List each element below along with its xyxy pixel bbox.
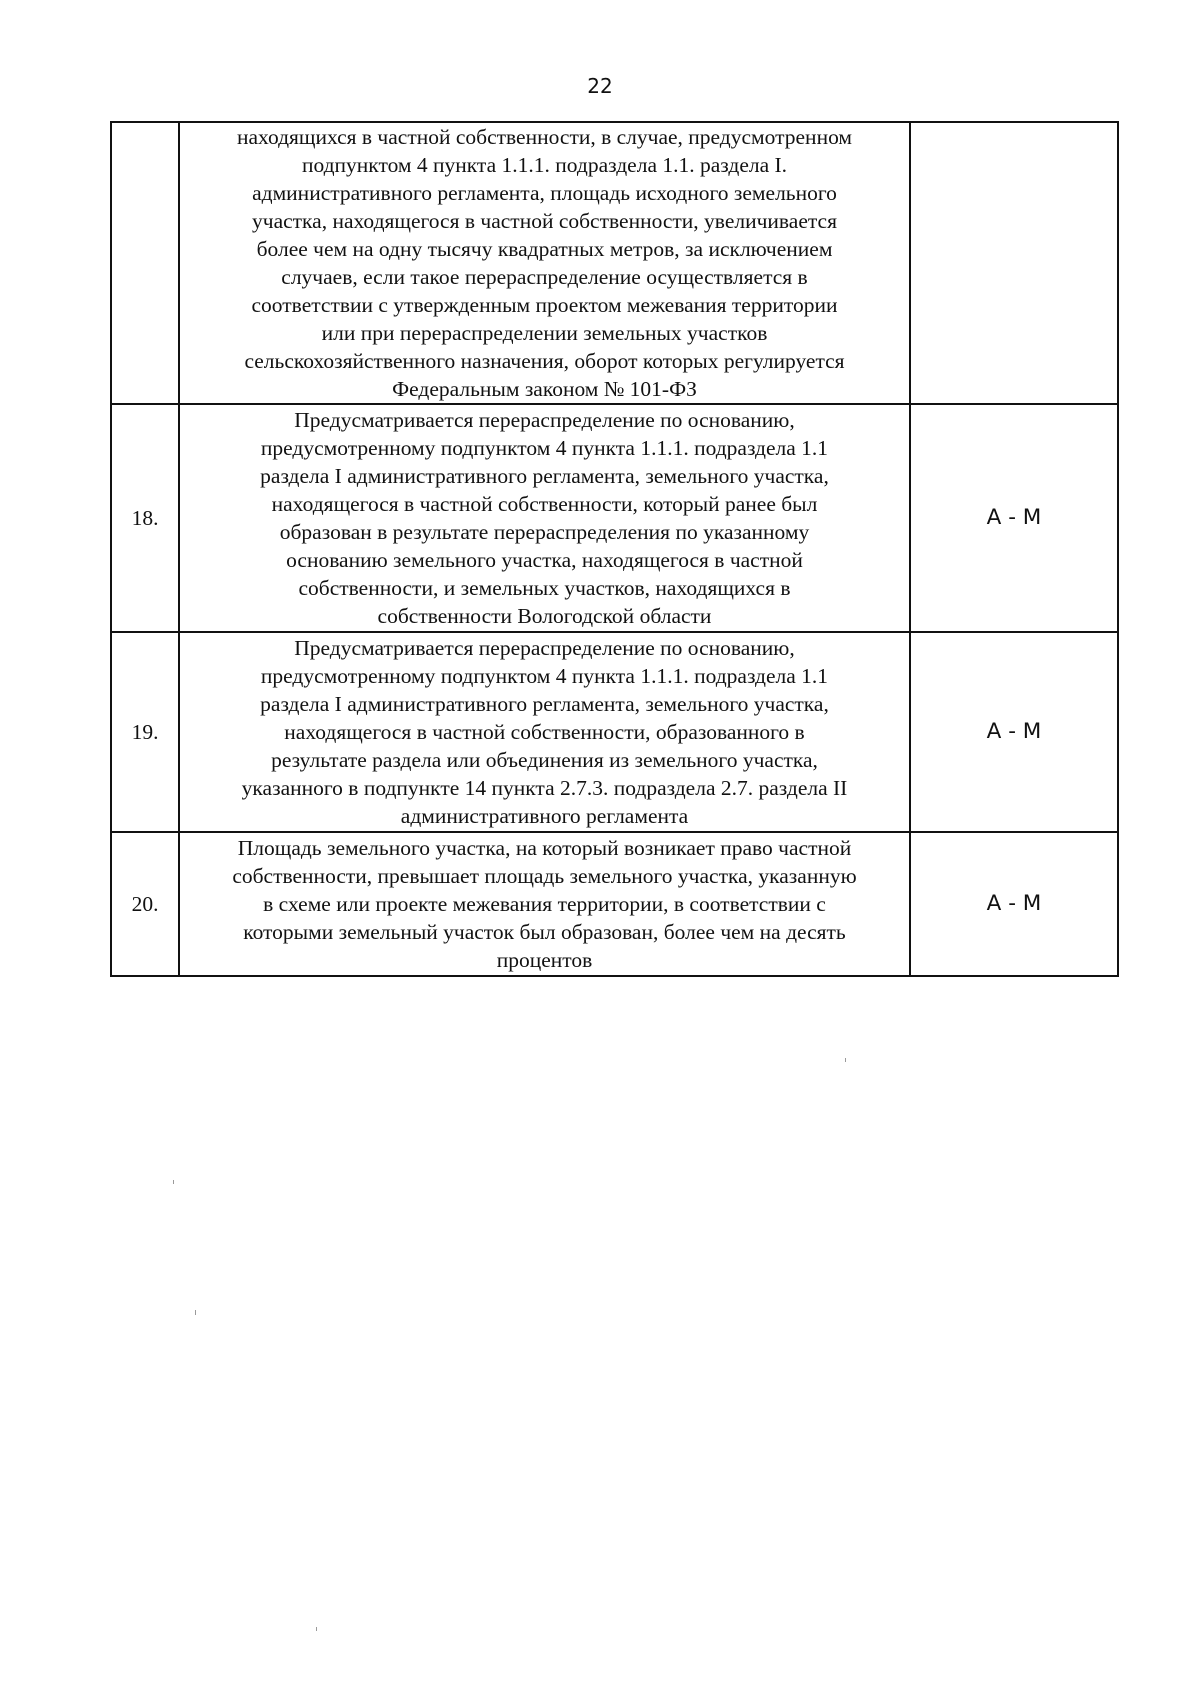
text-line: собственности, превышает площадь земельного участка, указанную [232, 864, 857, 888]
row-description [179, 832, 910, 976]
text-line: Федеральным законом № 101-ФЗ [392, 377, 697, 401]
row-description [179, 404, 910, 632]
row-description [179, 122, 910, 404]
table-row [111, 632, 1118, 832]
row-result [910, 122, 1118, 404]
text-line: указанного в подпункте 14 пункта 2.7.3. подраздела 2.7. раздела II [241, 776, 848, 800]
row-result: А - М [910, 632, 1118, 832]
table-row [111, 832, 1118, 976]
text-line: сельскохозяйственного назначения, оборот которых регулируется [244, 349, 845, 373]
table-row [111, 404, 1118, 632]
text-line: основанию земельного участка, находящегося в частной [286, 548, 803, 572]
scan-mark [173, 1180, 174, 1184]
text-line: образован в результате перераспределения по указанному [279, 520, 810, 544]
text-line: административного регламента, площадь исходного земельного [252, 181, 837, 205]
row-number: 18. [111, 404, 179, 632]
text-line: которыми земельный участок был образован, более чем на десять [243, 920, 846, 944]
text-line: более чем на одну тысячу квадратных метров, за исключением [256, 237, 833, 261]
text-line: раздела I административного регламента, земельного участка, [260, 692, 829, 716]
row-number: 19. [111, 632, 179, 832]
text-line: Предусматривается перераспределение по основанию, [294, 636, 795, 660]
text-line: раздела I административного регламента, земельного участка, [260, 464, 829, 488]
table-row [111, 122, 1118, 404]
text-line: случаев, если такое перераспределение осуществляется в [281, 265, 808, 289]
scan-mark [316, 1627, 317, 1631]
text-line: в схеме или проекте межевания территории, в соответствии с [263, 892, 826, 916]
text-line: процентов [496, 948, 593, 972]
text-line: результате раздела или объединения из земельного участка, [271, 748, 818, 772]
text-line: находящихся в частной собственности, в случае, предусмотренном [236, 125, 853, 149]
text-line: собственности Вологодской области [377, 604, 712, 628]
text-line: находящегося в частной собственности, который ранее был [271, 492, 818, 516]
row-result: А - М [910, 832, 1118, 976]
text-line: участка, находящегося в частной собственности, увеличивается [252, 209, 837, 233]
row-number: 20. [111, 832, 179, 976]
text-line: соответствии с утвержденным проектом межевания территории [251, 293, 838, 317]
text-line: Предусматривается перераспределение по основанию, [294, 408, 795, 432]
text-line: предусмотренному подпунктом 4 пункта 1.1.1. подраздела 1.1 [260, 436, 829, 460]
scan-mark [845, 1058, 846, 1062]
text-line: подпунктом 4 пункта 1.1.1. подраздела 1.1. раздела I. [301, 153, 788, 177]
text-line: собственности, и земельных участков, находящихся в [298, 576, 791, 600]
row-number [111, 122, 179, 404]
row-result: А - М [910, 404, 1118, 632]
text-line: административного регламента [400, 804, 689, 828]
scan-mark [195, 1310, 196, 1315]
text-line: предусмотренному подпунктом 4 пункта 1.1.1. подраздела 1.1 [260, 664, 829, 688]
criteria-table [110, 121, 1119, 977]
text-line: Площадь земельного участка, на который возникает право частной [237, 836, 852, 860]
text-line: или при перераспределении земельных участков [321, 321, 768, 345]
row-description [179, 632, 910, 832]
text-line: находящегося в частной собственности, образованного в [284, 720, 805, 744]
page-number: 22 [587, 74, 613, 98]
